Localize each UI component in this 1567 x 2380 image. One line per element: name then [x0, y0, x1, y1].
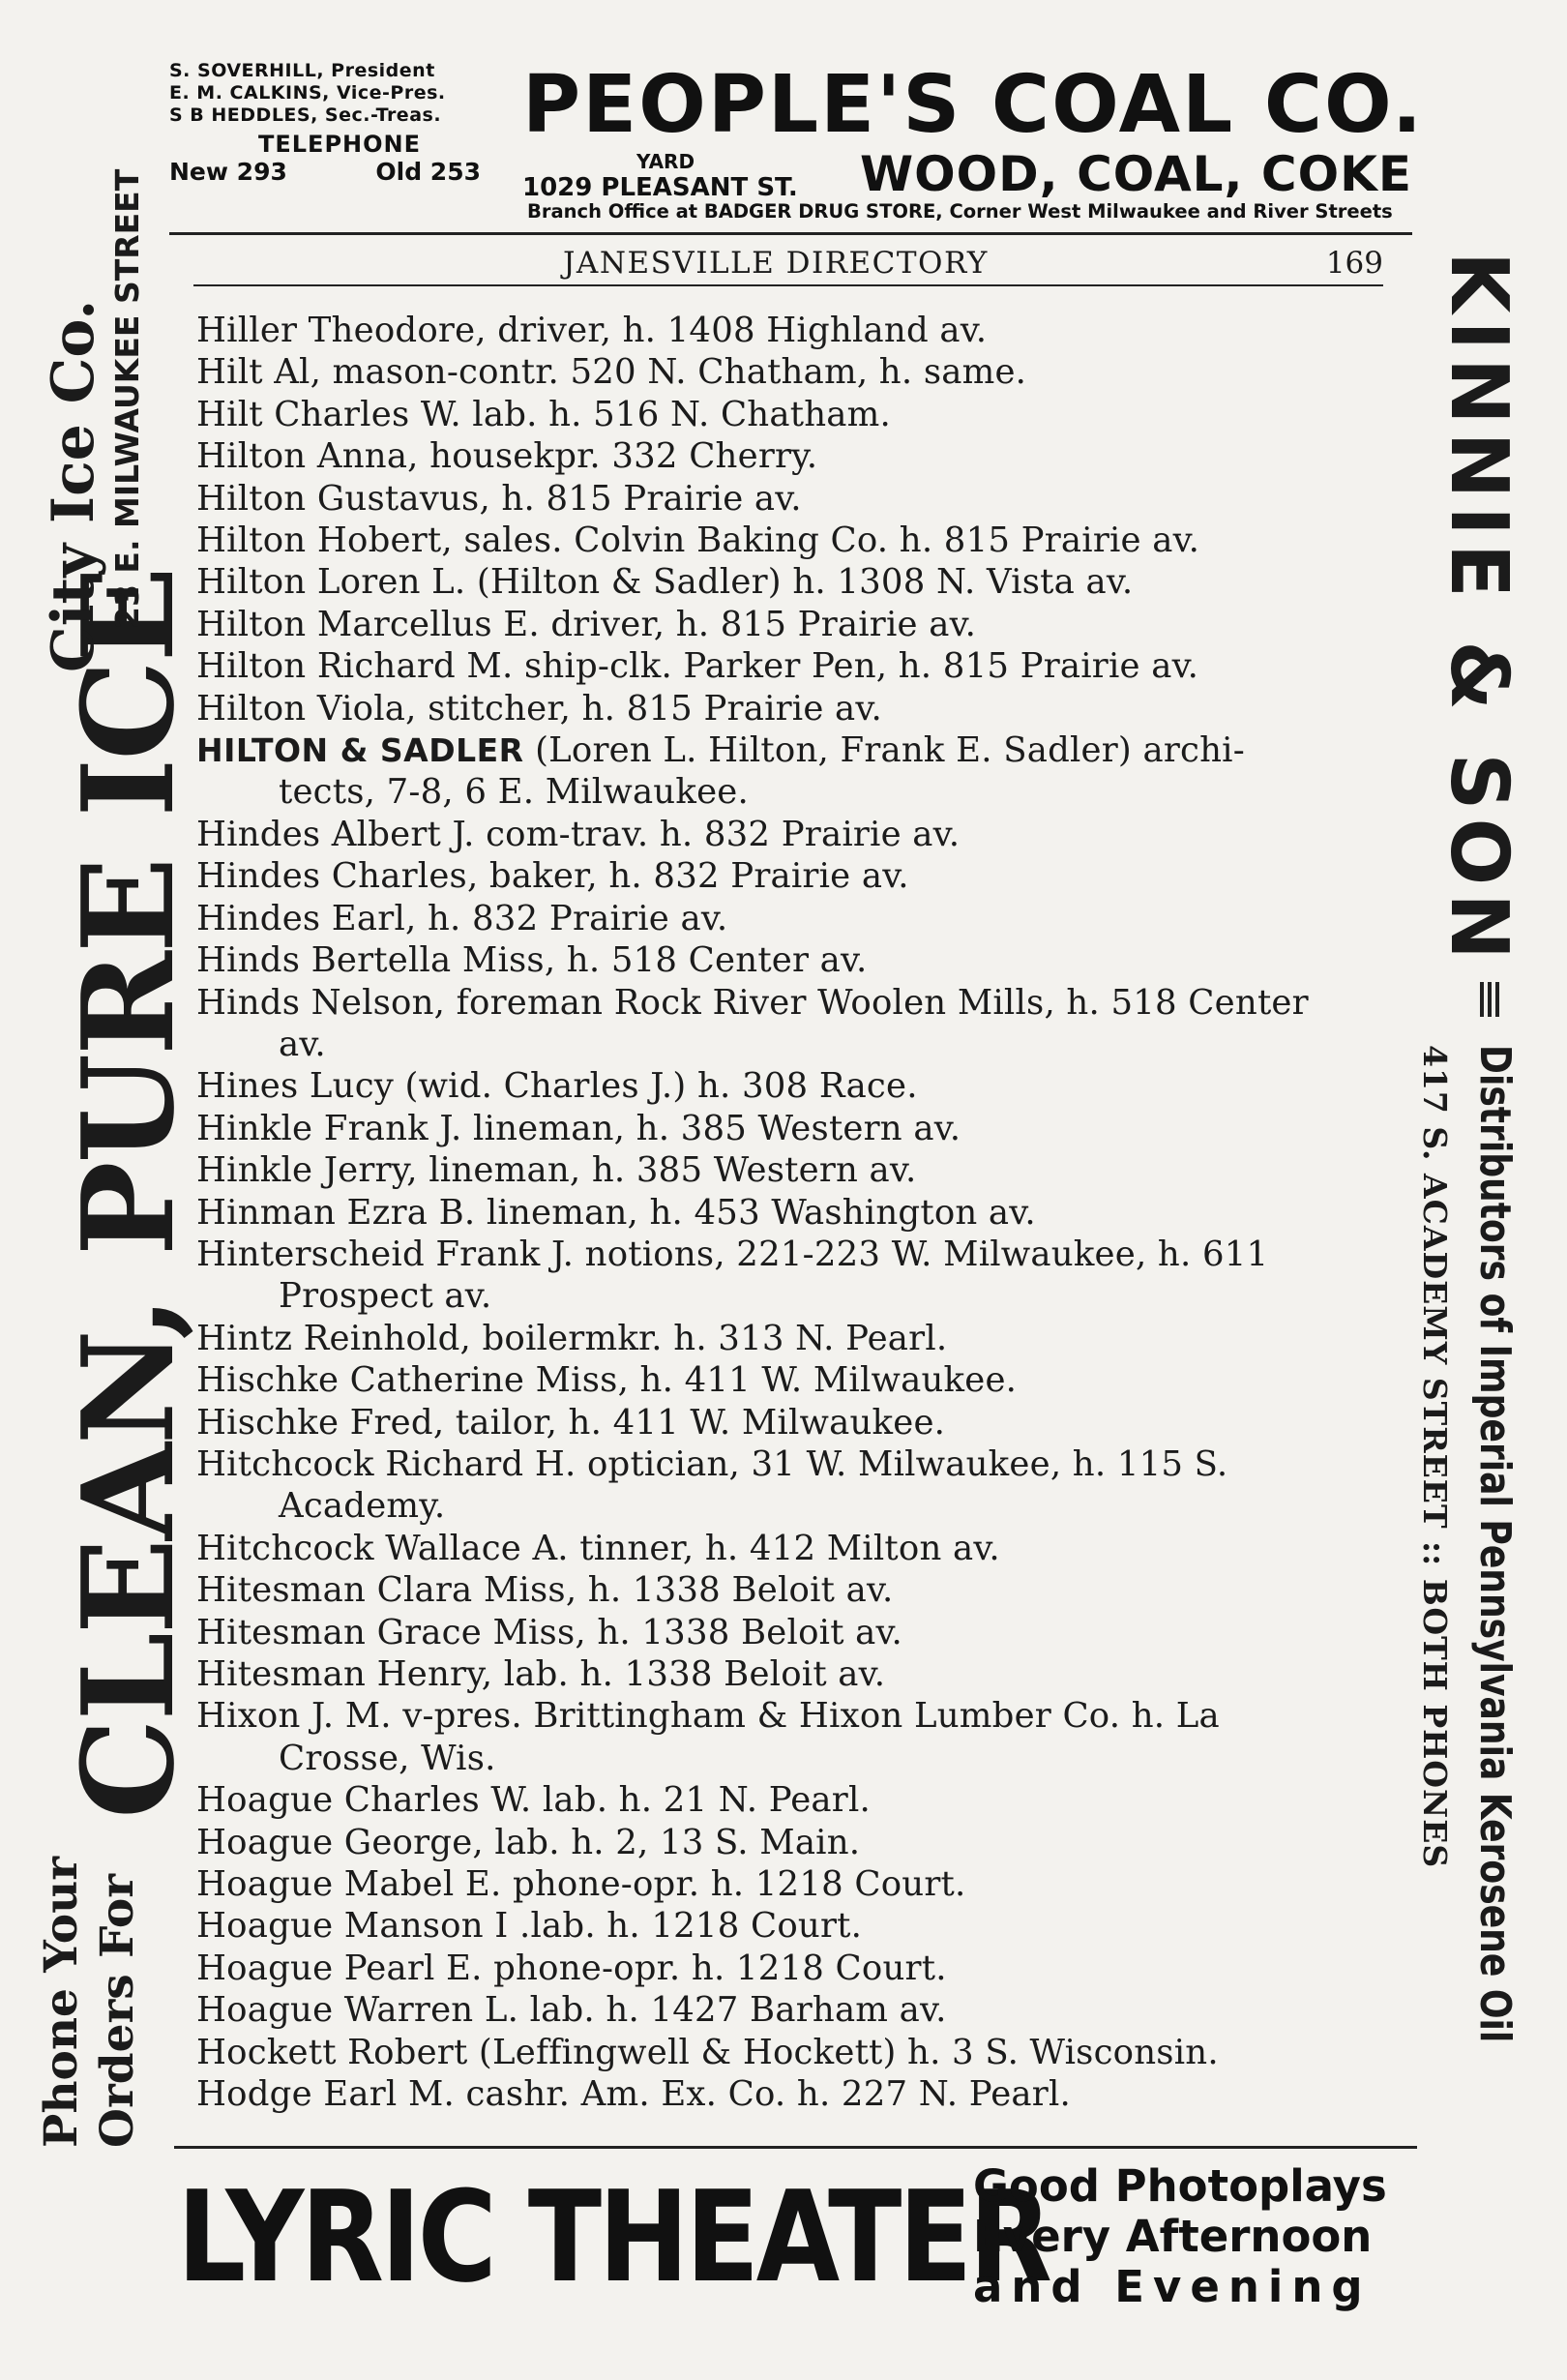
entry-text: Hoague Charles W. lab. h. 21 N. Pearl. [196, 1780, 871, 1821]
coal-company-name: PEOPLE'S COAL CO. [522, 59, 1425, 151]
entry-text: Hixon J. M. v-pres. Brittingham & Hixon Lumber Co. h. La [196, 1696, 1220, 1737]
entry-text: (Loren L. Hilton, Frank E. Sadler) archi- [523, 730, 1245, 771]
entry-text: Hoague George, lab. h. 2, 13 S. Main. [196, 1822, 861, 1862]
entry-text: Hintz Reinhold, boilermkr. h. 313 N. Pearl. [196, 1318, 948, 1358]
directory-entry [196, 520, 1381, 561]
top-ad-rule [169, 232, 1412, 235]
phone-your-line: Phone Your [35, 1856, 88, 2148]
entry-text: Hitchcock Richard H. optician, 31 W. Milwaukee, h. 115 S. [196, 1443, 1228, 1484]
lyric-theater-ad [177, 2159, 1415, 2324]
entry-text: Hoague Mabel E. phone-opr. h. 1218 Court. [196, 1864, 966, 1905]
entry-text: Hinkle Jerry, lineman, h. 385 Western av. [196, 1150, 917, 1191]
directory-entry [196, 1065, 1381, 1107]
entry-text: Hilt Al, mason-contr. 520 N. Chatham, h. same. [196, 352, 1027, 393]
entry-text: Hischke Catherine Miss, h. 411 W. Milwaukee. [196, 1360, 1018, 1401]
directory-entry [196, 1612, 1381, 1653]
directory-entries [196, 310, 1381, 2115]
city-ice-ad [34, 168, 202, 2148]
directory-entry [196, 561, 1381, 603]
coal-products: WOOD, COAL, COKE [860, 146, 1412, 202]
entry-text: Hoague Pearl E. phone-opr. h. 1218 Court. [196, 1948, 947, 1988]
directory-entry [196, 688, 1381, 729]
directory-entry [196, 898, 1381, 939]
peoples-coal-ad [169, 59, 1425, 229]
entry-firm-name: HILTON & SADLER [196, 731, 524, 770]
entry-text: Hitesman Henry, lab. h. 1338 Beloit av. [196, 1654, 886, 1694]
directory-entry [196, 1528, 1381, 1569]
theater-tagline-3: and Evening [973, 2261, 1372, 2312]
entry-continuation: tects, 7-8, 6 E. Milwaukee. [279, 772, 749, 813]
entry-continuation: Prospect av. [279, 1276, 492, 1317]
entry-continuation: av. [279, 1024, 326, 1064]
officer-vice-president: E. M. CALKINS, Vice-Pres. [169, 82, 446, 104]
entry-text: Hinds Bertella Miss, h. 518 Center av. [196, 940, 868, 981]
kinnie-son-ad [1403, 252, 1538, 2138]
entry-text: Hinkle Frank J. lineman, h. 385 Western av. [196, 1108, 961, 1148]
directory-entry [196, 1863, 1381, 1905]
directory-entry [196, 1822, 1381, 1863]
theater-tagline-2: Every Afternoon [973, 2211, 1373, 2262]
directory-title: JANESVILLE DIRECTORY [563, 246, 989, 281]
entry-text: Hinterscheid Frank J. notions, 221-223 W. Milwaukee, h. 611 [196, 1234, 1269, 1274]
entry-text: Hoague Warren L. lab. h. 1427 Barham av. [196, 1990, 947, 2031]
entry-text: Hitesman Clara Miss, h. 1338 Beloit av. [196, 1570, 894, 1611]
directory-entry [196, 1192, 1381, 1234]
directory-entry [196, 435, 1381, 477]
directory-entry [196, 1569, 1381, 1611]
theater-tagline-1: Good Photoplays [973, 2160, 1387, 2212]
kinnie-son-name: KINNIE & SON [1433, 252, 1524, 967]
entry-text: Hischke Fred, tailor, h. 411 W. Milwaukee. [196, 1402, 946, 1443]
directory-entry [196, 1695, 1381, 1779]
entry-text: Hilton Anna, housekpr. 332 Cherry. [196, 436, 818, 477]
entry-text: Hinman Ezra B. lineman, h. 453 Washington av. [196, 1192, 1036, 1233]
running-head [193, 246, 1383, 284]
clean-pure-ice-headline: CLEAN, PURE ICE [54, 568, 202, 1819]
entry-text: Hilt Charles W. lab. h. 516 N. Chatham. [196, 394, 891, 434]
entry-text: Hoague Manson I .lab. h. 1218 Court. [196, 1906, 863, 1947]
orders-for-line: Orders For [91, 1874, 144, 2148]
directory-entry [196, 1108, 1381, 1149]
divider-bars [1470, 982, 1519, 1017]
directory-entry [196, 1653, 1381, 1695]
directory-entry [196, 939, 1381, 981]
directory-entry [196, 2073, 1381, 2115]
entry-text: Hilton Loren L. (Hilton & Sadler) h. 1308 N. Vista av. [196, 562, 1134, 603]
directory-entry [196, 1948, 1381, 1989]
directory-entry [196, 1779, 1381, 1821]
city-ice-company: City Ice Co. [40, 299, 107, 672]
directory-entry [196, 351, 1381, 393]
phone-old: Old 253 [375, 158, 481, 186]
entry-text: Hiller Theodore, driver, h. 1408 Highland av. [196, 311, 988, 350]
entry-text: Hindes Albert J. com-trav. h. 832 Prairie av. [196, 814, 961, 854]
entry-text: Hilton Hobert, sales. Colvin Baking Co. h. 815 Prairie av. [196, 521, 1200, 561]
lyric-theater-name: LYRIC THEATER [177, 2163, 1050, 2310]
directory-entry [196, 1359, 1381, 1401]
branch-office: Branch Office at BADGER DRUG STORE, Corner West Milwaukee and River Streets [527, 200, 1393, 223]
kerosene-tagline: Distributors of Imperial Pennsylvania Kerosene Oil [1470, 1045, 1520, 2043]
directory-entry [196, 394, 1381, 435]
entry-text: Hindes Charles, baker, h. 832 Prairie av. [196, 856, 909, 897]
directory-entry [196, 729, 1381, 814]
phone-numbers [169, 158, 488, 187]
telephone-label: TELEPHONE [258, 131, 422, 158]
directory-entry [196, 1989, 1381, 2031]
entry-text: Hines Lucy (wid. Charles J.) h. 308 Race. [196, 1066, 918, 1107]
yard-address-block [522, 150, 798, 208]
directory-entry [196, 478, 1381, 520]
directory-entry [196, 982, 1381, 1066]
city-ice-address: 23 E. MILWAUKEE STREET [108, 168, 146, 629]
entry-continuation: Crosse, Wis. [279, 1738, 496, 1778]
directory-entry [196, 855, 1381, 897]
directory-entry [196, 1905, 1381, 1947]
yard-address: 1029 PLEASANT ST. [522, 173, 798, 202]
entry-text: Hitesman Grace Miss, h. 1338 Beloit av. [196, 1612, 903, 1652]
directory-entry [196, 2032, 1381, 2073]
entry-text: Hilton Viola, stitcher, h. 815 Prairie av. [196, 688, 882, 729]
page-number: 169 [1325, 246, 1383, 281]
officers-block [169, 60, 488, 187]
entry-text: Hilton Richard M. ship-clk. Parker Pen, h. 815 Prairie av. [196, 646, 1199, 687]
entry-text: Hinds Nelson, foreman Rock River Woolen Mills, h. 518 Center [196, 982, 1309, 1023]
directory-entry [196, 1318, 1381, 1359]
bottom-ad-rule [174, 2146, 1417, 2149]
phone-your-text [34, 1857, 146, 2148]
kinnie-address: 417 S. ACADEMY STREET :: BOTH PHONES [1416, 1045, 1454, 1869]
officer-president: S. SOVERHILL, President [169, 60, 435, 81]
header-rule [193, 284, 1383, 286]
yard-label: YARD [636, 150, 695, 173]
directory-entry [196, 1234, 1381, 1318]
directory-entry [196, 1443, 1381, 1528]
entry-text: Hilton Marcellus E. driver, h. 815 Prairie av. [196, 604, 977, 644]
directory-entry [196, 645, 1381, 687]
entry-text: Hilton Gustavus, h. 815 Prairie av. [196, 478, 802, 519]
directory-entry [196, 1149, 1381, 1191]
phone-new: New 293 [169, 158, 287, 186]
directory-entry [196, 310, 1381, 351]
entry-continuation: Academy. [279, 1486, 446, 1527]
directory-entry [196, 604, 1381, 645]
entry-text: Hockett Robert (Leffingwell & Hockett) h. 3 S. Wisconsin. [196, 2032, 1219, 2072]
entry-text: Hitchcock Wallace A. tinner, h. 412 Milton av. [196, 1528, 1000, 1568]
officer-secretary: S B HEDDLES, Sec.-Treas. [169, 104, 442, 126]
entry-text: Hodge Earl M. cashr. Am. Ex. Co. h. 227 N. Pearl. [196, 2074, 1072, 2115]
directory-entry [196, 814, 1381, 855]
entry-text: Hindes Earl, h. 832 Prairie av. [196, 898, 728, 938]
directory-entry [196, 1402, 1381, 1443]
